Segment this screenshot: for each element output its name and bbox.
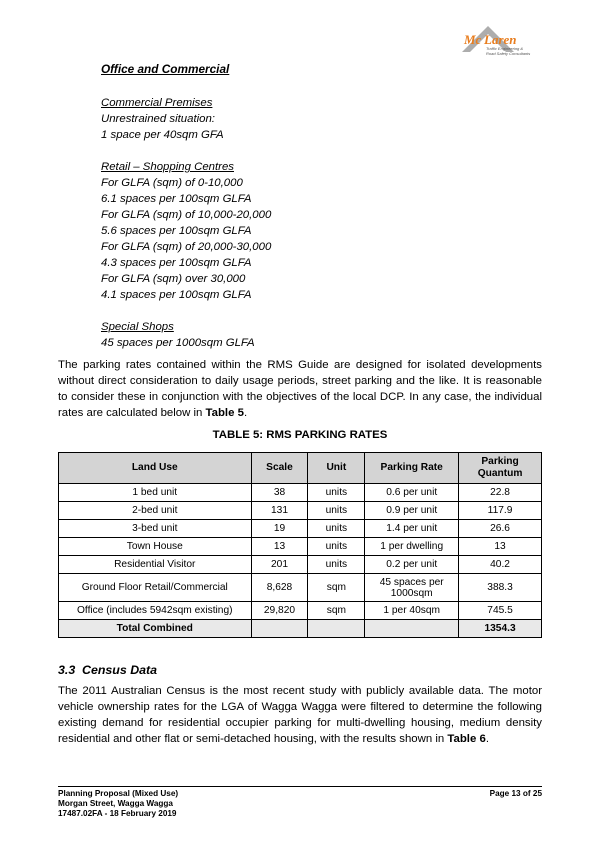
retail-line: 4.3 spaces per 100sqm GLFA [101, 257, 252, 269]
retail-line: For GLFA (sqm) of 0-10,000 [101, 177, 243, 189]
cell-unit: units [308, 484, 365, 502]
commercial-premises-heading: Commercial Premises [101, 97, 213, 109]
logo-brand-mc: Mc [464, 32, 482, 47]
table-header-row [59, 453, 542, 484]
table-row [59, 520, 542, 538]
cell-unit: sqm [308, 574, 365, 602]
cell-parking-rate: 0.2 per unit [365, 556, 459, 574]
section-number: 3.3 [58, 663, 76, 677]
logo-tagline-2: Road Safety Consultants [486, 51, 531, 56]
cell-scale: 131 [251, 502, 308, 520]
cell-scale: 13 [251, 538, 308, 556]
total-empty-cell [365, 620, 459, 638]
cell-land-use: Office (includes 5942sqm existing) [59, 602, 252, 620]
table-row [59, 538, 542, 556]
retail-line: For GLFA (sqm) of 10,000-20,000 [101, 209, 272, 221]
total-empty-cell [308, 620, 365, 638]
cell-land-use: Residential Visitor [59, 556, 252, 574]
header-scale: Scale [251, 453, 308, 484]
cell-scale: 201 [251, 556, 308, 574]
page-number: Page 13 of 25 [489, 789, 542, 798]
cell-parking-quantum: 388.3 [459, 574, 542, 602]
cell-parking-quantum: 117.9 [459, 502, 542, 520]
retail-heading: Retail – Shopping Centres [101, 161, 234, 173]
paragraph-text: The parking rates contained within the RMS Guide are designed for isolated developments without direct consideration to daily usage periods, street parking and the like. It is reasonable to consider these in conjunction with the objectives of the local DCP. In any case, the individual rates are calculated below in [58, 359, 542, 419]
cell-land-use: 2-bed unit [59, 502, 252, 520]
special-shops-line: 45 spaces per 1000sqm GLFA [101, 337, 255, 349]
cell-unit: units [308, 538, 365, 556]
table-row [59, 502, 542, 520]
section-title: Census Data [82, 663, 158, 677]
company-logo [458, 22, 542, 58]
paragraph-end: . [243, 407, 248, 419]
table-total-row [59, 620, 542, 638]
cell-land-use: 1 bed unit [59, 484, 252, 502]
retail-line: 6.1 spaces per 100sqm GLFA [101, 193, 252, 205]
cell-scale: 19 [251, 520, 308, 538]
footer-rule [58, 786, 542, 787]
logo-brand-laren: Laren [484, 32, 517, 47]
cell-parking-rate: 0.9 per unit [365, 502, 459, 520]
cell-parking-quantum: 40.2 [459, 556, 542, 574]
commercial-premises-line: 1 space per 40sqm GFA [101, 129, 224, 141]
cell-scale: 8,628 [251, 574, 308, 602]
footer-project: Planning Proposal (Mixed Use) [58, 789, 179, 798]
header-parking-rate: Parking Rate [365, 453, 459, 484]
footer-reference: 17487.02FA - 18 February 2019 [58, 809, 177, 818]
cell-unit: sqm [308, 602, 365, 620]
table-reference: Table 6 [447, 733, 486, 745]
commercial-premises-block [101, 95, 224, 143]
cell-parking-rate: 0.6 per unit [365, 484, 459, 502]
paragraph-end: . [485, 733, 489, 745]
retail-line: For GLFA (sqm) of 20,000-30,000 [101, 241, 272, 253]
table-caption: TABLE 5: RMS PARKING RATES [212, 429, 388, 441]
page-footer [58, 789, 542, 819]
cell-parking-rate: 1.4 per unit [365, 520, 459, 538]
paragraph-parking-rates [58, 357, 542, 421]
cell-unit: units [308, 556, 365, 574]
cell-parking-quantum: 26.6 [459, 520, 542, 538]
cell-scale: 29,820 [251, 602, 308, 620]
retail-block [101, 159, 271, 303]
retail-line: 4.1 spaces per 100sqm GLFA [101, 289, 252, 301]
parking-rates-table [58, 452, 542, 638]
header-parking-quantum: Parking Quantum [459, 453, 542, 484]
special-shops-heading: Special Shops [101, 321, 174, 333]
header-unit: Unit [308, 453, 365, 484]
total-label: Total Combined [59, 620, 252, 638]
cell-land-use: Ground Floor Retail/Commercial [59, 574, 252, 602]
table-row [59, 484, 542, 502]
cell-parking-quantum: 22.8 [459, 484, 542, 502]
table-row [59, 602, 542, 620]
retail-line: 5.6 spaces per 100sqm GLFA [101, 225, 252, 237]
cell-parking-quantum: 13 [459, 538, 542, 556]
total-empty-cell [251, 620, 308, 638]
commercial-premises-line: Unrestrained situation: [101, 113, 215, 125]
section-heading-office-commercial: Office and Commercial [101, 62, 230, 76]
logo-tagline-1: Traffic Engineering & [486, 46, 524, 51]
special-shops-block [101, 319, 255, 351]
table-row [59, 556, 542, 574]
cell-unit: units [308, 502, 365, 520]
cell-parking-quantum: 745.5 [459, 602, 542, 620]
table-reference: Table 5 [205, 407, 244, 419]
total-value: 1354.3 [459, 620, 542, 638]
table-row [59, 574, 542, 602]
cell-unit: units [308, 520, 365, 538]
cell-parking-rate: 1 per 40sqm [365, 602, 459, 620]
retail-line: For GLFA (sqm) over 30,000 [101, 273, 246, 285]
footer-left [58, 789, 178, 819]
footer-address: Morgan Street, Wagga Wagga [58, 799, 173, 808]
cell-scale: 38 [251, 484, 308, 502]
cell-land-use: 3-bed unit [59, 520, 252, 538]
cell-parking-rate: 1 per dwelling [365, 538, 459, 556]
cell-parking-rate: 45 spaces per 1000sqm [365, 574, 459, 602]
section-heading-census [58, 663, 157, 677]
paragraph-text: The 2011 Australian Census is the most recent study with publicly available data. The motor vehicle ownership rates for the LGA of Wagga Wagga were filtered to determine the following existing demand for residential occupier parking for multi-dwelling housing, medium density residential and other flat or semi-detached housing, with the results shown in [58, 685, 542, 745]
header-land-use: Land Use [59, 453, 252, 484]
cell-land-use: Town House [59, 538, 252, 556]
paragraph-census [58, 683, 542, 747]
